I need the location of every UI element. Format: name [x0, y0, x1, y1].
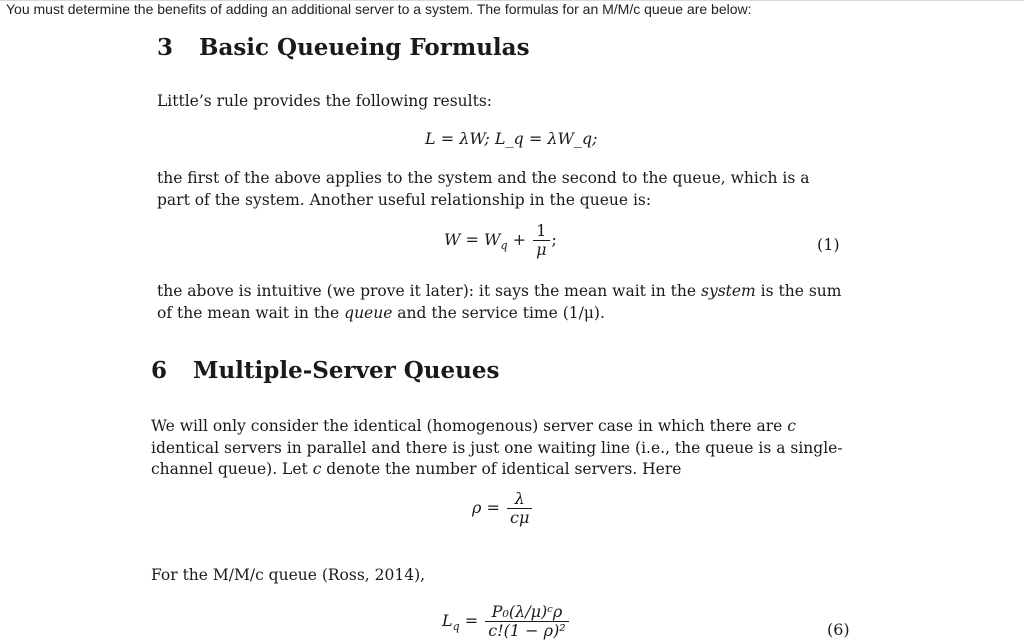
equation-1	[444, 222, 557, 259]
eq6-equals: =	[464, 611, 479, 630]
section-3-number: 3	[157, 34, 174, 61]
s6p1-var-c: c	[787, 417, 796, 435]
eq1-lhs: W = W	[444, 230, 501, 249]
section-6-title: Multiple-Server Queues	[193, 357, 500, 384]
eq6-subscript: q	[452, 620, 460, 634]
para3-emph-system: system	[700, 282, 756, 300]
eq6-denominator: c!(1 − ρ)²	[485, 621, 568, 640]
eq6-lhs: L	[442, 611, 453, 630]
s6p1-text-a: We will only consider the identical (homogenous) server case in which there are	[151, 417, 788, 435]
s6p1-text-d: denote the number of identical servers. Here	[321, 460, 682, 478]
eq1-denominator: μ	[533, 240, 549, 259]
section-6-number: 6	[151, 357, 168, 384]
equation-6	[442, 603, 571, 640]
rho-numerator: λ	[514, 489, 525, 508]
equation-1-label: (1)	[817, 235, 840, 254]
section-3-paragraph-2: the first of the above applies to the system and the second to the queue, which is a part of the system. Another useful relationship in the queue is:	[157, 169, 810, 209]
para3-text-b: is the sum of the mean wait in the	[157, 282, 842, 322]
eq1-fraction	[533, 222, 549, 259]
eq6-numerator: P₀(λ/μ)ᶜρ	[491, 602, 563, 621]
section-6-paragraph-2: For the M/M/c queue (Ross, 2014),	[151, 566, 426, 584]
littles-rule-equation: L = λW; L_q = λW_q;	[425, 129, 598, 148]
s6p1-var-c2: c	[312, 460, 322, 478]
eq1-plus: +	[512, 230, 527, 249]
section-3-intro: Little’s rule provides the following results:	[157, 92, 493, 110]
para3-text-c: and the service time (1/μ).	[392, 303, 605, 322]
eq1-numerator: 1	[536, 221, 547, 240]
equation-6-label: (6)	[827, 620, 850, 639]
rho-equation	[472, 490, 534, 527]
eq1-subscript: q	[500, 239, 508, 253]
section-3-title: Basic Queueing Formulas	[199, 34, 530, 61]
rho-lhs: ρ =	[472, 498, 500, 517]
eq1-semicolon: ;	[551, 230, 557, 249]
section-6-heading	[151, 357, 499, 384]
s6p1-text-b: identical servers in parallel and there is just one waiting line (i.e., the queue is a single-channel queue). Let	[151, 438, 843, 478]
rho-denominator: cμ	[507, 508, 532, 527]
section-3-heading	[157, 34, 530, 61]
para3-text-a: the above is intuitive (we prove it later): it says the mean wait in the	[157, 282, 701, 300]
rho-fraction	[507, 490, 532, 527]
question-prompt: You must determine the benefits of adding an additional server to a system. The formulas for an M/M/c queue are below:	[6, 1, 752, 17]
section-6-paragraph-1	[151, 416, 851, 481]
para3-emph-queue: queue	[344, 303, 393, 322]
eq6-fraction	[485, 603, 568, 640]
section-3-paragraph-3	[157, 281, 847, 324]
